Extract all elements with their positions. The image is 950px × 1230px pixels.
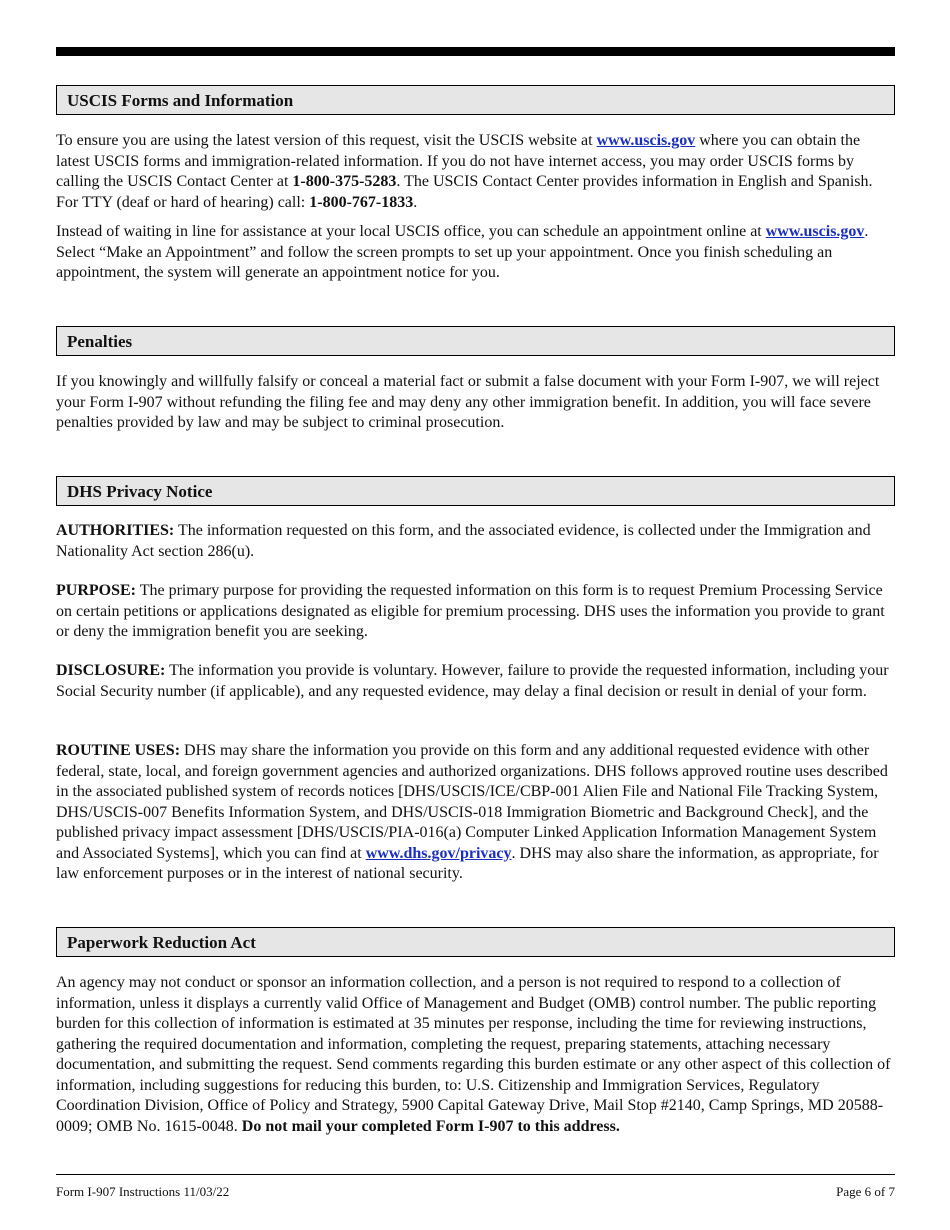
uscis-forms-paragraph-2: Instead of waiting in line for assistance at your local USCIS office, you can schedule an appointment online at www.uscis.gov. Select “Make an Appointment” and follow the screen prompts to set up your appointment. Once you finish scheduling an appointment, the system will generate an appointment notice for you. bbox=[56, 223, 869, 281]
section-header-privacy: DHS Privacy Notice bbox=[56, 476, 895, 506]
footer-form-id: Form I-907 Instructions 11/03/22 bbox=[56, 1184, 230, 1199]
penalties-paragraph: If you knowingly and willfully falsify or conceal a material fact or submit a false document with your Form I-907, we will reject your Form I-907 without refunding the filing fee and may deny any other immigration benefit. In addition, you will face severe penalties provided by law and may be subject to criminal prosecution. bbox=[56, 373, 880, 431]
section-header-paperwork: Paperwork Reduction Act bbox=[56, 927, 895, 957]
footer-page-number: Page 6 of 7 bbox=[836, 1184, 895, 1199]
contact-center-phone: 1-800-375-5283 bbox=[292, 173, 397, 190]
uscis-forms-paragraph-1: To ensure you are using the latest version of this request, visit the USCIS website at www.uscis.gov where you can obtain the latest USCIS forms and immigration-related information. If you do not have internet access, you may order USCIS forms by calling the USCIS Contact Center at 1-800-375-5283. The USCIS Contact Center provides information in English and Spanish. For TTY (deaf or hard of hearing) call: 1-800-767-1833. bbox=[56, 132, 873, 211]
section-header-uscis-forms: USCIS Forms and Information bbox=[56, 85, 895, 115]
uscis-website-link[interactable]: www.uscis.gov bbox=[596, 132, 696, 149]
footer-rule bbox=[56, 1174, 895, 1175]
privacy-disclosure: DISCLOSURE: The information you provide is voluntary. However, failure to provide the requested information, including your Social Security number (if applicable), and any requested evidence, may delay a final decision or result in denial of your form. bbox=[56, 662, 889, 700]
dhs-privacy-link[interactable]: www.dhs.gov/privacy bbox=[365, 844, 512, 862]
do-not-mail-notice: Do not mail your completed Form I-907 to this address. bbox=[241, 1117, 620, 1135]
privacy-purpose: PURPOSE: The primary purpose for providing the requested information on this form is to request Premium Processing Service on certain petitions or applications designated as eligible for premium processing. DHS uses the information you provide to grant or deny the immigration benefit you are seeking. bbox=[56, 582, 885, 640]
paperwork-paragraph: An agency may not conduct or sponsor an information collection, and a person is not required to respond to a collection of information, unless it displays a currently valid Office of Management and Budget (OMB) control number. The public reporting burden for this collection of information is estimated at 35 minutes per response, including the time for reviewing instructions, gathering the required documentation and information, completing the request, preparing statements, attaching necessary documentation, and submitting the request. Send comments regarding this burden estimate or any other aspect of this collection of information, including suggestions for reducing this burden, to: U.S. Citizenship and Immigration Services, Regulatory Coordination Division, Office of Policy and Strategy, 5900 Capital Gateway Drive, Mail Stop #2140, Camp Springs, MD 20588-0009; OMB No. 1615-0048. Do not mail your completed Form I-907 to this address. bbox=[56, 974, 891, 1135]
privacy-routine-uses: ROUTINE USES: DHS may share the information you provide on this form and any additional requested evidence with other federal, state, local, and foreign government agencies and authorized organizations. DHS follows approved routine uses described in the associated published system of records notices [DHS/USCIS/ICE/CBP-001 Alien File and National File Tracking System, DHS/USCIS-007 Benefits Information System, and DHS/USCIS-018 Immigration Biometric and Background Check], and the published privacy impact assessment [DHS/USCIS/PIA-016(a) Computer Linked Application Information Management System and Associated Systems], which you can find at www.dhs.gov/privacy. DHS may also share the information, as appropriate, for law enforcement purposes or in the interest of national security. bbox=[56, 742, 888, 882]
uscis-appointment-link[interactable]: www.uscis.gov bbox=[765, 223, 865, 240]
section-header-penalties: Penalties bbox=[56, 326, 895, 356]
top-rule bbox=[56, 47, 895, 56]
tty-phone: 1-800-767-1833 bbox=[309, 193, 414, 211]
privacy-authorities: AUTHORITIES: The information requested on this form, and the associated evidence, is collected under the Immigration and Nationality Act section 286(u). bbox=[56, 522, 871, 560]
